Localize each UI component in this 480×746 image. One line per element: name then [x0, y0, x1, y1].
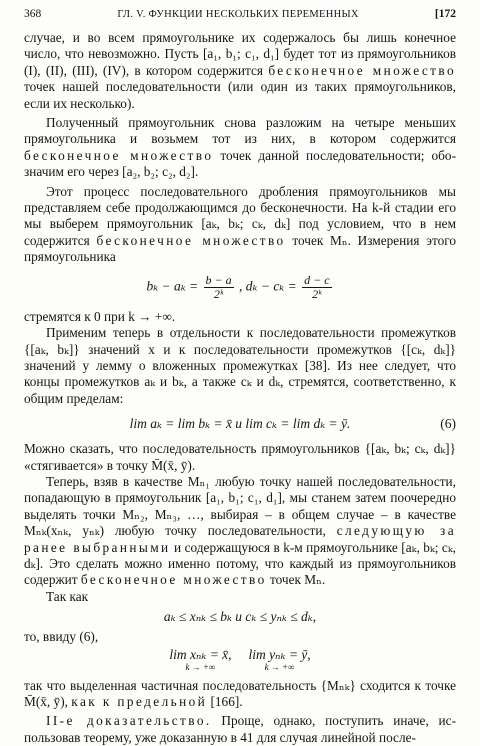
paragraph-5: Применим теперь в отдельности к последовательности промежутков {[aₖ, bₖ]} значений x и к последовательности промежутков {[cₖ, dₖ]} значений y лемму о вложенных промежутках [38]. Из нее следует, что концы промежутков aₖ и bₖ, а также cₖ и dₖ, стремятся, соответственно, к общим пределам: — [24, 325, 456, 406]
formula-dimensions: bₖ − aₖ = $\frac{b - a}{\text{2ᵏ}}$ , dₖ − cₖ = $\frac{d - c}{\text{2ᵏ}}$ — [146, 272, 330, 301]
inequality-formula: aₖ ≤ xₙₖ ≤ bₖ и cₖ ≤ yₙₖ ≤ dₖ, — [163, 609, 317, 625]
paragraph-11: II-е доказательство. Проще, однако, поступить иначе, использовав теорему, уже доказанную в 41 для случая линейной после- — [24, 713, 456, 745]
paragraph-7: Теперь, взяв в качестве Mₙ₁ любую точку нашей последовательности, попадающую в прямоугольник [a₁, b₁; c₁, d₁], мы станем затем поочередно выделять точки Mₙ₂, Mₙ₃, …, выбирая – в общем случае – в качестве Mₙₖ(xₙₖ, yₙₖ) любую точку последовательности, следующую за ранее выбранными и содержащуюся в k-м прямоугольнике [aₖ, bₖ; cₖ, dₖ]. Это сделать можно именно потому, что каждый из прямоугольников содержит бесконечное множество точек Mₙ. — [24, 473, 456, 588]
limits-formula: lim xₙₖ = x̄, k → +∞ lim yₙₖ = ȳ, k → +∞ — [169, 646, 311, 672]
paragraph-6: Можно сказать, что последовательность прямоугольников {[aₖ, bₖ; cₖ, dₖ]} «стягивается» в точку M̄(x̄, ȳ). — [24, 441, 456, 473]
paragraph-2: Полученный прямоугольник снова разложим на четыре меньших прямоугольника и возьмем тот из них, в котором содержится бесконечное множество точек данной последовательности; обозначим его через [a₂, b₂; c₂, d₂]. — [24, 115, 456, 180]
paragraph-4: стремятся к 0 при k → +∞. — [24, 308, 176, 324]
running-header — [24, 8, 456, 30]
paragraph-3: Этот процесс последовательного дробления прямоугольников мы представляем себе продолжающимся до бесконечности. На k-й стадии его мы выберем прямоугольник [aₖ, bₖ; cₖ, dₖ] под условием, что в нем содержится бесконечное множество точек Mₙ. Измерения этого прямоугольника — [24, 183, 456, 265]
paragraph-8: Так как — [46, 588, 89, 604]
paragraph-9: то, ввиду (6), — [24, 629, 99, 645]
paragraph-10: так что выделенная частичная последовательность {Mₙₖ} сходится к точке M̄(x̄, ȳ), как к предельной [166]. — [24, 677, 456, 709]
equation-6: lim aₖ = lim bₖ = x̄ и lim cₖ = lim dₖ = ȳ. (6) — [129, 416, 456, 432]
equation-number: (6) — [440, 416, 456, 432]
section-number: [172 — [434, 8, 456, 20]
page-number: 368 — [24, 8, 42, 20]
chapter-title: ГЛ. V. ФУНКЦИИ НЕСКОЛЬКИХ ПЕРЕМЕННЫХ — [117, 9, 359, 20]
paragraph-1: случае, и во всем прямоугольнике их содержалось бы лишь конечное число, что невозможно. Пусть [a₁, b₁; c₁, d₁] будет тот из прямоугольников (I), (II), (III), (IV), в котором содержится бесконечное множество точек нашей последовательности (или один из таких прямоугольников, если их несколько). — [24, 30, 456, 111]
